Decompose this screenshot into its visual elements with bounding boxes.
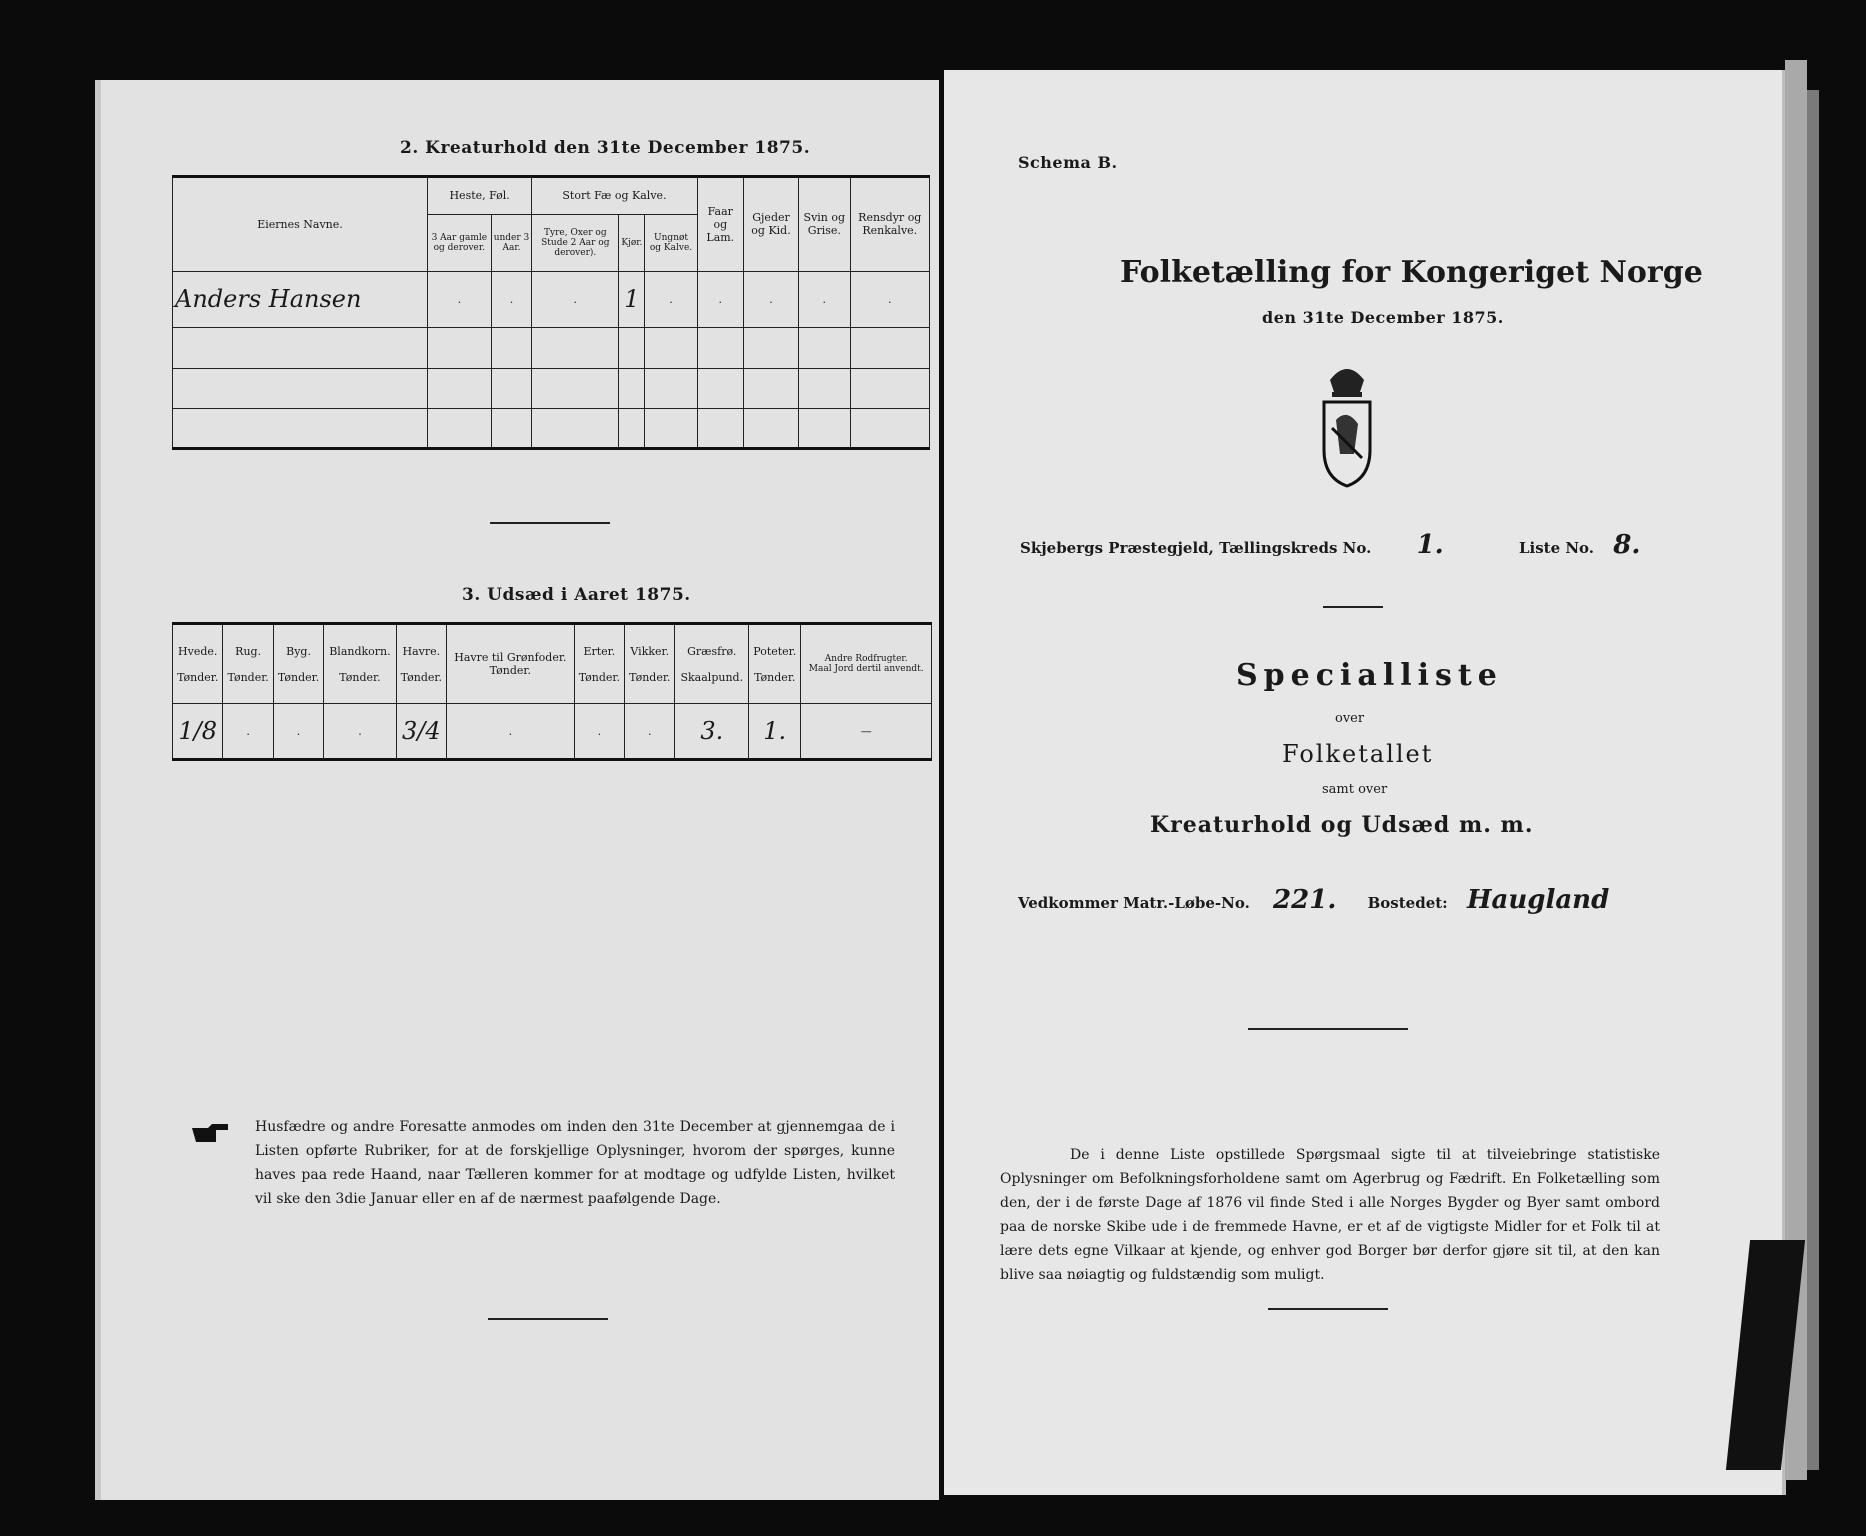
cell: .: [645, 271, 697, 328]
cell: .: [447, 704, 575, 760]
cell: .: [223, 704, 273, 760]
page-stack-edge-dark: [1807, 90, 1819, 1470]
sow-header: Rug. Tønder.: [223, 624, 273, 704]
folketallet-title: Folketallet: [1282, 740, 1434, 768]
sow-header: Græsfrø. Skaalpund.: [675, 624, 749, 704]
sheep-header: Faar og Lam.: [697, 177, 743, 272]
livestock-table: [172, 175, 930, 450]
cell: 1/8: [173, 704, 223, 760]
cell: .: [532, 271, 619, 328]
cell: 1: [619, 271, 645, 328]
owner-header: Eiernes Navne.: [173, 177, 428, 272]
date-subtitle: den 31te December 1875.: [1262, 308, 1504, 327]
parish-label: Skjebergs Præstegjeld, Tællingskreds No.: [1020, 539, 1372, 557]
section3-title: 3. Udsæd i Aaret 1875.: [462, 585, 691, 605]
cell: 3/4: [396, 704, 446, 760]
list-label: Liste No.: [1518, 539, 1595, 557]
sow-header: Havre til Grønfoder. Tønder.: [447, 624, 575, 704]
sowing-table: [172, 622, 932, 761]
cattle-a-header: Tyre, Oxer og Stude 2 Aar og derover).: [532, 214, 619, 271]
cell: .: [850, 271, 929, 328]
cell: .: [625, 704, 675, 760]
bosted-label: Bostedet:: [1367, 894, 1448, 912]
reindeer-header: Rensdyr og Renkalve.: [850, 177, 929, 272]
sow-header: Erter. Tønder.: [574, 624, 624, 704]
section2-title: 2. Kreaturhold den 31te December 1875.: [400, 138, 811, 158]
matr-label: Vedkommer Matr.-Løbe-No.: [1018, 894, 1250, 912]
parish-line: [1020, 530, 1640, 560]
cell: 1.: [749, 704, 801, 760]
list-no: 8.: [1613, 530, 1641, 560]
sow-header: Vikker. Tønder.: [625, 624, 675, 704]
horses-header: Heste, Føl.: [428, 177, 532, 215]
goats-header: Gjeder og Kid.: [743, 177, 798, 272]
over-1: over: [1335, 711, 1365, 726]
page-title: Folketælling for Kongeriget Norge: [1120, 255, 1703, 290]
divider: [1323, 606, 1383, 608]
cell: 3.: [675, 704, 749, 760]
cell: .: [428, 271, 492, 328]
cattle-b-header: Kjør.: [619, 214, 645, 271]
kreaturhold-title: Kreaturhold og Udsæd m. m.: [1150, 812, 1534, 838]
divider: [1268, 1308, 1388, 1310]
sow-header: Andre Rodfrugter. Maal Jord dertil anvendt.: [801, 624, 932, 704]
cell: .: [799, 271, 850, 328]
matr-line: [1018, 885, 1609, 915]
sow-header: Blandkorn. Tønder.: [324, 624, 396, 704]
cattle-c-header: Ungnøt og Kalve.: [645, 214, 697, 271]
matr-no: 221.: [1273, 885, 1337, 915]
divider: [490, 522, 610, 524]
cattle-header: Stort Fæ og Kalve.: [532, 177, 697, 215]
table-row: [173, 271, 930, 328]
schema-label: Schema B.: [1018, 153, 1118, 172]
horses-a-header: 3 Aar gamle og derover.: [428, 214, 492, 271]
bosted-value: Haugland: [1466, 885, 1610, 915]
sow-header: Havre. Tønder.: [396, 624, 446, 704]
sow-header: Byg. Tønder.: [273, 624, 323, 704]
specialliste-title: Specialliste: [1236, 658, 1503, 693]
cell: .: [697, 271, 743, 328]
notice-text: Husfædre og andre Foresatte anmodes om inden den 31te December at gjennemgaa de i Listen opførte Rubriker, for at de forskjellige Oplysninger, hvorom der spørges, kunne haves paa rede Haand, naar Tælleren kommer for at modtage og udfylde Listen, hvilket vil ske den 3die Januar eller en af de nærmest paafølgende Dage.: [255, 1119, 895, 1207]
cell: .: [324, 704, 396, 760]
divider: [488, 1318, 608, 1320]
cell: .: [574, 704, 624, 760]
intro-text: De i denne Liste opstillede Spørgsmaal sigte til at tilveiebringe statistiske Oplysninger om Befolkningsforholdene samt om Agerbrug og Fædrift. En Folketælling som den, der i de første Dage af 1876 vil finde Sted i alle Norges Bygder og Byer samt ombord paa de norske Skibe ude i de fremmede Havne, er et af de vigtigste Midler for et Folk til at lære dets egne Vilkaar at kjende, og enhver god Borger bør derfor gjøre sit til, at den kan blive saa nøiagtig og fuldstændig som muligt.: [1000, 1147, 1660, 1283]
sow-header: Poteter. Tønder.: [749, 624, 801, 704]
coat-of-arms-icon: [1318, 358, 1376, 488]
pointing-hand-icon: [190, 1122, 230, 1144]
cell: .: [491, 271, 532, 328]
samt-over: samt over: [1322, 782, 1388, 797]
cell: .: [743, 271, 798, 328]
district-no: 1.: [1416, 530, 1444, 560]
sow-header: Hvede. Tønder.: [173, 624, 223, 704]
divider: [1248, 1028, 1408, 1030]
cell: .: [273, 704, 323, 760]
cell: —: [801, 704, 932, 760]
table-row: [173, 704, 932, 760]
pigs-header: Svin og Grise.: [799, 177, 850, 272]
owner-name: Anders Hansen: [173, 271, 428, 328]
horses-b-header: under 3 Aar.: [491, 214, 532, 271]
